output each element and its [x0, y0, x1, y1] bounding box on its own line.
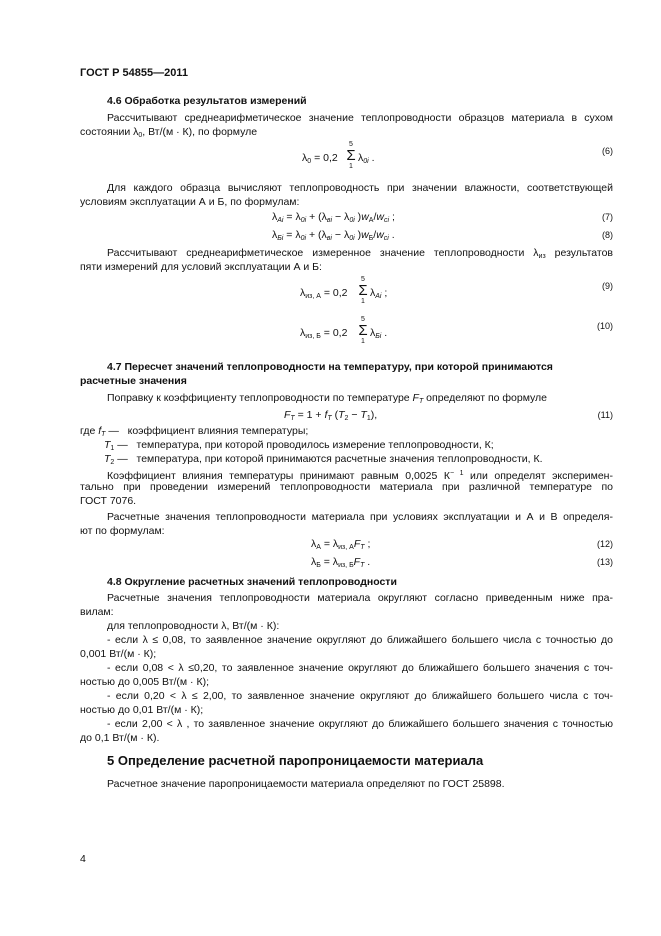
equation-6: $\lambda_0 = 0,2$ — [302, 152, 338, 165]
s47-p1: Поправку к коэффициенту теплопроводности по температуре $F_T$ определяют по формуле — [107, 392, 548, 405]
s47-p2-line3: ГОСТ 7076. — [80, 495, 137, 507]
section-4-8-title: 4.8 Округление расчетных значений теплопроводности — [107, 576, 397, 588]
section-5-title: 5 Определение расчетной паропроницаемости материала — [107, 753, 484, 768]
section-4-7-title-line2: расчетные значения — [80, 375, 187, 387]
s46-p3-line2: пяти измерений для условий эксплуатации А и Б: — [80, 261, 322, 273]
s48-rule4-line1: - если 2,00 < λ , то заявленное значение округляют до ближайшего большего значения с точностью — [107, 718, 613, 730]
s46-p3-line1: Рассчитывают среднеарифметическое измеренное значение теплопроводности $\lambda_{из}$ результатов — [107, 247, 613, 260]
s46-p2-line2: условиям эксплуатации А и Б, по формулам: — [80, 196, 300, 208]
equation-6-term: $\lambda_{0i}$ . — [358, 152, 375, 165]
equation-12: $\lambda_A = \lambda_{из, A}F_T$ ; — [311, 538, 371, 551]
s48-p1-line1: Расчетные значения теплопроводности материала округляют согласно приведенным ниже пра- — [107, 592, 613, 604]
document-id: ГОСТ Р 54855—2011 — [80, 67, 188, 79]
s47-p2-line2: тально при проведении измерений теплопроводности материала при различной температуре по — [80, 481, 613, 493]
sum-symbol-10: 5 Σ 1 — [358, 316, 368, 345]
section-4-7-title-line1: 4.7 Пересчет значений теплопроводности на температуру, при которой принимаются — [107, 361, 553, 373]
s48-rule2-line2: ностью до 0,005 Вт/(м · К); — [80, 676, 209, 688]
s48-rule1-line1: - если λ ≤ 0,08, то заявленное значение округляют до ближайшего большего числа с точностью до — [107, 634, 613, 646]
equation-10-number: (10) — [596, 321, 613, 331]
s48-list-intro: для теплопроводности λ, Вт/(м · К): — [107, 620, 280, 632]
equation-11: $F_T = 1 + f_T$ $(T_2 - T_1)$, — [284, 409, 378, 422]
equation-13-number: (13) — [596, 557, 613, 567]
equation-9-term: $\lambda_{Ai}$ ; — [370, 287, 388, 300]
equation-7-number: (7) — [602, 212, 613, 222]
s47-p3-line1: Расчетные значения теплопроводности материала при условиях эксплуатации и А и В определя- — [107, 511, 613, 523]
where-T1: $T_1$ — температура, при которой проводилось измерение теплопроводности, К; — [104, 439, 494, 452]
equation-6-number: (6) — [602, 146, 613, 156]
s48-rule4-line2: до 0,1 Вт/(м · К). — [80, 732, 160, 744]
sum-symbol-9: 5 Σ 1 — [358, 276, 368, 305]
equation-9: $\lambda_{из, А} = 0,2$ — [300, 287, 348, 300]
sum-symbol-6: 5 Σ 1 — [346, 141, 356, 170]
where-fT: где $f_T$ — коэффициент влияния температуры; — [80, 425, 309, 438]
s48-p1-line2: вилам: — [80, 606, 114, 618]
equation-9-number: (9) — [602, 281, 613, 291]
equation-11-number: (11) — [597, 410, 613, 420]
s46-p1-line1: Рассчитывают среднеарифметическое значение теплопроводности образцов материала в сухом — [107, 112, 613, 124]
equation-8-number: (8) — [602, 230, 613, 240]
s46-p1-line2: состоянии $\lambda_0$, Вт/(м · К), по формуле — [80, 126, 258, 139]
equation-12-number: (12) — [596, 539, 613, 549]
equation-8: $\lambda_{Бi} = \lambda_{0i} + (\lambda_{вi} - \lambda_{0i}$ )$w_Б/w_{ci}$ . — [272, 229, 395, 242]
page-number: 4 — [80, 853, 86, 865]
s47-p3-line2: ют по формулам: — [80, 525, 165, 537]
s48-rule1-line2: 0,001 Вт/(м · К); — [80, 648, 157, 660]
where-T2: $T_2$ — температура, при которой принимаются расчетные значения теплопроводности, К. — [104, 453, 543, 466]
section-4-6-title: 4.6 Обработка результатов измерений — [107, 95, 307, 107]
s48-rule3-line2: ностью до 0,01 Вт/(м · К); — [80, 704, 204, 716]
equation-10-term: $\lambda_{Бi}$ . — [370, 327, 388, 340]
s48-rule2-line1: - если 0,08 < λ ≤0,20, то заявленное значение округляют до ближайшего большего значения с точ- — [107, 662, 613, 674]
equation-13: $\lambda_Б = \lambda_{из, Б}F_T$ . — [311, 556, 371, 569]
s46-p2-line1: Для каждого образца вычисляют теплопроводность при значении влажности, соответствующей — [107, 182, 613, 194]
s5-p1: Расчетное значение паропроницаемости материала определяют по ГОСТ 25898. — [107, 778, 505, 790]
equation-7: $\lambda_{Ai} = \lambda_{0i} + (\lambda_{вi} - \lambda_{0i}$ )$w_A/w_{ci}$ ; — [272, 211, 395, 224]
s47-p2-line1: Коэффициент влияния температуры принимают равным 0,0025 $К^{- 1}$ или определят эксперимен- — [107, 470, 613, 482]
equation-10: $\lambda_{из, Б} = 0,2$ — [300, 327, 348, 340]
s48-rule3-line1: - если 0,20 < λ ≤ 2,00, то заявленное значение округляют до ближайшего большего числа с точ- — [107, 690, 613, 702]
